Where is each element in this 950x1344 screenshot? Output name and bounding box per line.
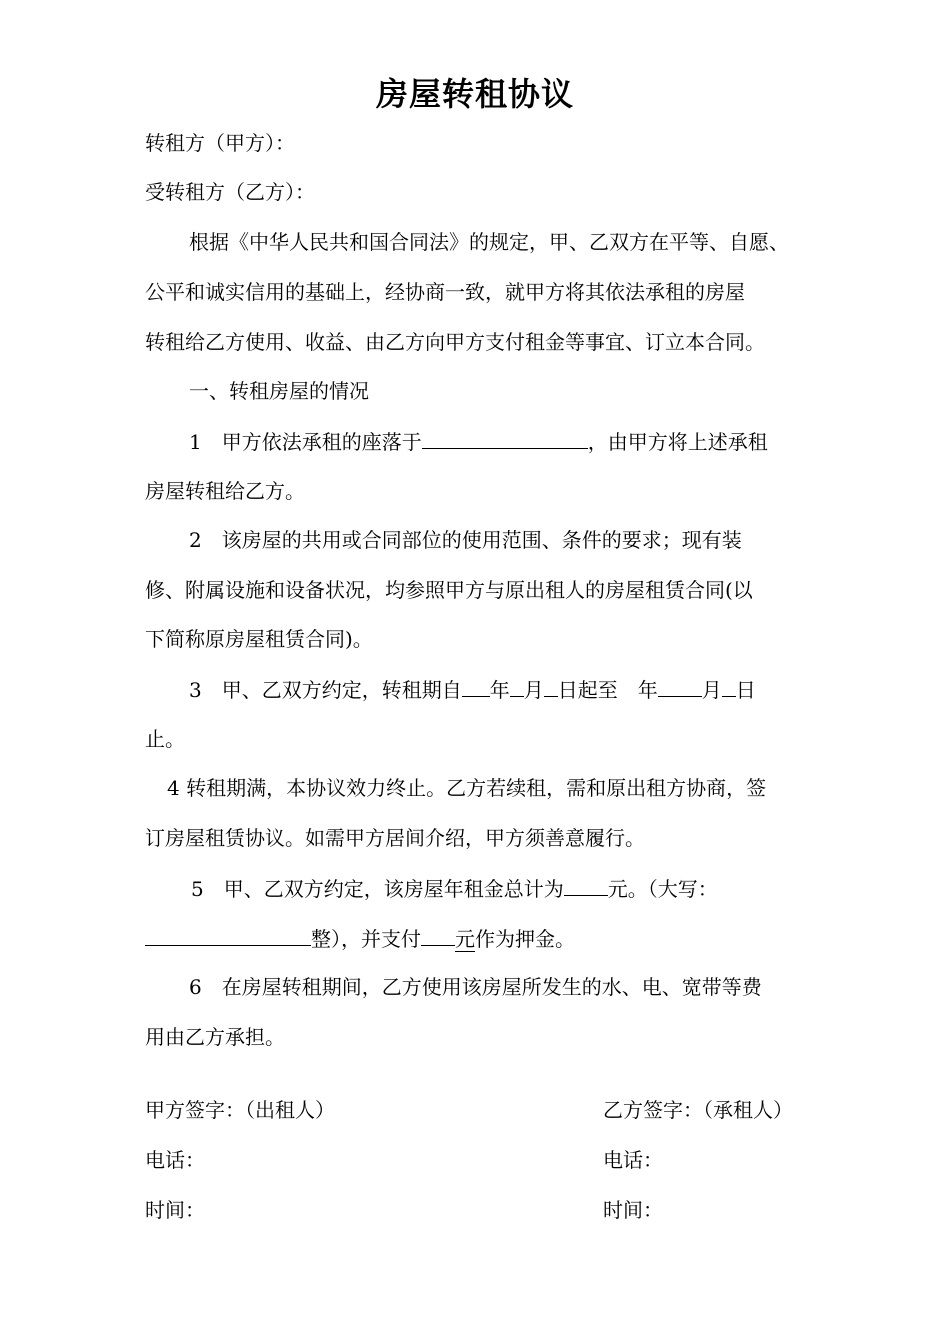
party-b-time: 时间： <box>603 1198 663 1222</box>
item3-month-b: 月 <box>701 678 722 702</box>
address-blank <box>422 426 588 449</box>
document-title: 房屋转租协议 <box>375 75 574 113</box>
item2-line-2: 修、附属设施和设备状况，均参照甲方与原出租人的房屋租赁合同(以 <box>145 578 753 602</box>
item5-text-c: 整），并支付 <box>311 927 421 951</box>
party-a-time: 时间： <box>145 1198 205 1222</box>
party-a-sign: 甲方签字：（出租人） <box>145 1098 335 1122</box>
item3-text-b: 日起至 年 <box>557 678 658 702</box>
start-month-blank <box>510 674 524 697</box>
item5-line-1 <box>145 873 861 904</box>
item1-line-1 <box>145 426 859 457</box>
item5-line-2 <box>145 923 815 954</box>
item1-text-a: 1 甲方依法承租的座落于 <box>189 430 422 454</box>
item4-line-2: 订房屋租赁协议。如需甲方居间介绍，甲方须善意履行。 <box>145 826 645 850</box>
party-a-phone: 电话： <box>145 1148 205 1172</box>
item3-line-2: 止。 <box>145 727 185 751</box>
item1-text-b: ，由甲方将上述承租 <box>587 430 768 454</box>
rent-uppercase-blank <box>145 923 311 946</box>
item6-line-2: 用由乙方承担。 <box>145 1025 285 1049</box>
party-b-label: 受转租方（乙方）： <box>145 180 315 204</box>
item3-day-b: 日 <box>735 678 756 702</box>
preamble-line-1: 根据《中华人民共和国合同法》的规定，甲、乙双方在平等、自愿、 <box>189 230 789 254</box>
section1-heading: 一、转租房屋的情况 <box>189 379 369 403</box>
item5-text-d: 作为押金。 <box>475 927 575 951</box>
item2-line-1: 2 该房屋的共用或合同部位的使用范围、条件的要求；现有装 <box>189 528 742 552</box>
item3-line-1 <box>145 674 859 705</box>
item5-text-b: 元。（大写： <box>607 877 718 901</box>
item1-line-2: 房屋转租给乙方。 <box>145 479 305 503</box>
annual-rent-blank <box>564 873 608 896</box>
preamble-line-2: 公平和诚实信用的基础上，经协商一致，就甲方将其依法承租的房屋 <box>145 280 745 304</box>
deposit-unit: 元 <box>455 927 475 951</box>
start-year-blank <box>462 674 490 697</box>
item6-line-1: 6 在房屋转租期间，乙方使用该房屋所发生的水、电、宽带等费 <box>189 975 762 999</box>
party-a-label: 转租方（甲方）： <box>145 131 295 155</box>
item2-line-3: 下简称原房屋租赁合同)。 <box>145 627 373 651</box>
item3-month-a: 月 <box>523 678 544 702</box>
item5-text-a: 5 甲、乙双方约定，该房屋年租金总计为 <box>191 877 564 901</box>
end-month-blank <box>658 674 702 697</box>
start-day-blank <box>544 674 558 697</box>
item4-line-1: 4 转租期满，本协议效力终止。乙方若续租，需和原出租方协商，签 <box>167 776 767 800</box>
deposit-blank <box>421 923 455 946</box>
preamble-line-3: 转租给乙方使用、收益、由乙方向甲方支付租金等事宜、订立本合同。 <box>145 330 765 354</box>
party-b-sign: 乙方签字：（承租人） <box>603 1098 793 1122</box>
item3-text-a: 3 甲、乙双方约定，转租期自 <box>189 678 462 702</box>
item3-year-a: 年 <box>489 678 510 702</box>
party-b-phone: 电话： <box>603 1148 663 1172</box>
end-day-blank <box>722 674 736 697</box>
